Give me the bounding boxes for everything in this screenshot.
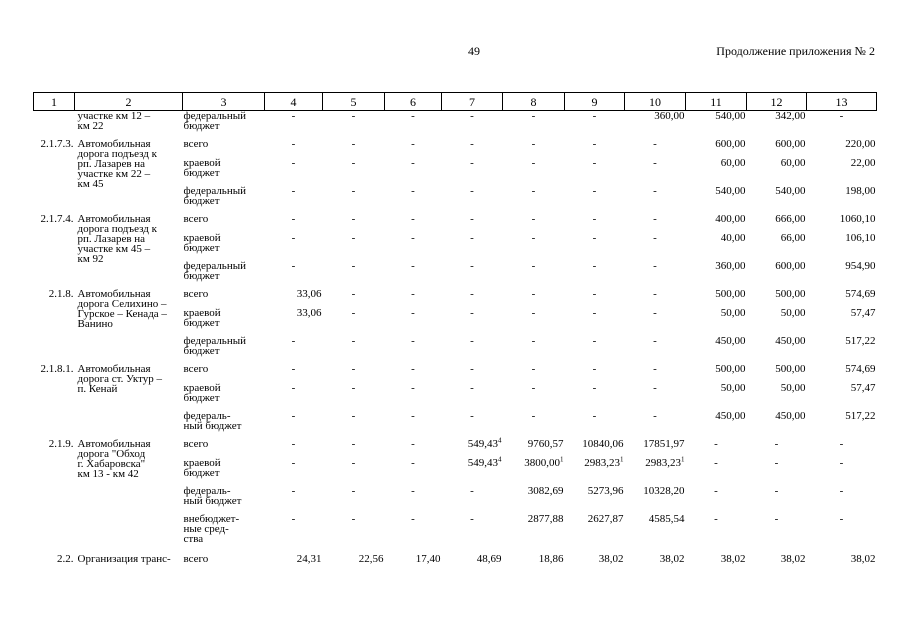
value-cell: 38,02 [850, 553, 876, 565]
table-row [34, 554, 877, 573]
funding-source: внебюджет- ные сред- ства [183, 513, 240, 545]
value-cell: - [653, 307, 657, 319]
value-cell: - [411, 513, 415, 525]
value-cell: - [291, 185, 296, 197]
value-cell: - [291, 232, 296, 244]
table-row [34, 336, 877, 364]
value-cell: - [592, 110, 597, 122]
funding-source: краевой бюджет [183, 232, 221, 254]
value-cell: 400,00 [715, 213, 746, 225]
value-cell: - [470, 288, 474, 300]
row-code: 2.1.7.4. [40, 213, 74, 225]
row-code [34, 336, 75, 364]
value-cell: 38,02 [720, 553, 746, 565]
value-cell: - [653, 410, 657, 422]
value-cell: - [351, 410, 356, 422]
value-cell: 450,00 [775, 410, 806, 422]
value-cell: 33,06 [296, 288, 322, 300]
value-cell: - [411, 410, 415, 422]
value-cell: - [470, 410, 474, 422]
value-cell: - [531, 410, 536, 422]
value-cell: - [839, 513, 844, 525]
value-cell: - [653, 213, 657, 225]
value-cell: 38,02 [659, 553, 685, 565]
value-cell: - [531, 335, 536, 347]
value-cell: 24,31 [296, 553, 322, 565]
value-cell: 10840,06 [582, 438, 624, 450]
value-cell: 40,00 [720, 232, 746, 244]
row-code [34, 111, 75, 140]
value-cell: - [470, 307, 474, 319]
value-cell: 517,22 [845, 410, 876, 422]
value-cell: - [470, 157, 474, 169]
row-name: Организация транс- [77, 553, 171, 565]
row-code [34, 411, 75, 439]
value-cell: 954,90 [845, 260, 876, 272]
value-cell: 540,00 [775, 185, 806, 197]
value-cell: - [592, 260, 597, 272]
value-cell: - [714, 438, 718, 450]
value-cell: - [351, 157, 356, 169]
value-cell: - [351, 307, 356, 319]
value-cell: - [291, 213, 296, 225]
value-cell: 17,40 [415, 553, 441, 565]
value-cell: 60,00 [720, 157, 746, 169]
value-cell: 38,02 [780, 553, 806, 565]
row-code [34, 308, 75, 336]
value-cell: 22,00 [850, 157, 876, 169]
column-header: 6 [385, 93, 442, 111]
value-cell: 17851,97 [643, 438, 685, 450]
value-cell: 9760,57 [527, 438, 564, 450]
value-cell: 1060,10 [839, 213, 876, 225]
value-cell: - [531, 363, 536, 375]
value-cell: - [531, 260, 536, 272]
column-header: 8 [503, 93, 565, 111]
value-cell: - [774, 457, 779, 469]
row-code [34, 233, 75, 261]
funding-source: краевой бюджет [183, 382, 221, 404]
funding-source: всего [183, 213, 209, 225]
value-cell: - [653, 288, 657, 300]
value-cell: - [411, 157, 415, 169]
value-cell: 50,00 [720, 382, 746, 394]
value-cell: - [291, 438, 296, 450]
row-name: Автомобильная дорога Селихино – Гурское – Кенада – Ванино [77, 288, 167, 330]
value-cell: - [351, 110, 356, 122]
table-row [34, 486, 877, 514]
value-cell: - [470, 382, 474, 394]
row-name [75, 514, 183, 554]
value-cell: - [774, 485, 779, 497]
funding-source: краевой бюджет [183, 457, 221, 479]
value-cell: - [592, 410, 597, 422]
value-cell: - [592, 232, 597, 244]
value-cell: - [592, 382, 597, 394]
value-cell: - [653, 138, 657, 150]
value-cell: 50,00 [780, 307, 806, 319]
value-cell: 600,00 [775, 138, 806, 150]
row-code: 2.1.9. [48, 438, 74, 450]
table-row [34, 214, 877, 233]
value-cell: - [774, 438, 779, 450]
value-cell: - [351, 335, 356, 347]
value-cell: - [291, 410, 296, 422]
value-cell: 3082,69 [527, 485, 564, 497]
value-cell: - [411, 485, 415, 497]
value-cell: - [411, 185, 415, 197]
value-cell: 3800,00$^1$ [524, 455, 564, 469]
value-cell: 2983,23$^1$ [584, 455, 624, 469]
value-cell: - [714, 457, 718, 469]
column-header: 12 [747, 93, 807, 111]
row-code: 2.1.7.3. [40, 138, 74, 150]
value-cell: - [291, 335, 296, 347]
row-name [75, 458, 183, 486]
funding-source: федеральный бюджет [183, 335, 246, 357]
value-cell: - [351, 288, 356, 300]
column-header: 9 [565, 93, 625, 111]
value-cell: 57,47 [850, 382, 876, 394]
value-cell: - [531, 185, 536, 197]
column-header: 2 [75, 93, 183, 111]
table-row [34, 308, 877, 336]
table-row [34, 383, 877, 411]
continuation-label: Продолжение приложения № 2 [716, 44, 875, 58]
value-cell: - [470, 213, 474, 225]
value-cell: - [470, 232, 474, 244]
value-cell: - [531, 110, 536, 122]
table-row [34, 233, 877, 261]
value-cell: - [592, 363, 597, 375]
value-cell: - [592, 138, 597, 150]
page-number: 49 [468, 44, 480, 58]
value-cell: - [653, 185, 657, 197]
value-cell: - [351, 438, 356, 450]
value-cell: 450,00 [715, 335, 746, 347]
funding-source: всего [183, 438, 209, 450]
value-cell: - [470, 138, 474, 150]
value-cell: - [411, 232, 415, 244]
table-row [34, 158, 877, 186]
value-cell: 540,00 [715, 185, 746, 197]
row-name: Автомобильная дорога ст. Уктур – п. Кенай [77, 363, 163, 395]
funding-source: федеральный бюджет [183, 110, 246, 132]
funding-source: федеральный бюджет [183, 260, 246, 282]
funding-source: краевой бюджет [183, 157, 221, 179]
value-cell: - [291, 485, 296, 497]
value-cell: - [531, 232, 536, 244]
column-header: 3 [183, 93, 265, 111]
value-cell: 38,02 [598, 553, 624, 565]
column-header: 5 [323, 93, 385, 111]
value-cell: - [470, 363, 474, 375]
row-name: участке км 12 – км 22 [77, 110, 151, 132]
value-cell: - [531, 157, 536, 169]
value-cell: - [291, 457, 296, 469]
value-cell: 106,10 [845, 232, 876, 244]
value-cell: 500,00 [775, 363, 806, 375]
row-code [34, 158, 75, 186]
row-name: Автомобильная дорога "Обход г. Хабаровска" км 13 - км 42 [77, 438, 151, 480]
value-cell: - [470, 185, 474, 197]
value-cell: 600,00 [715, 138, 746, 150]
header-row [34, 93, 877, 111]
value-cell: - [714, 513, 718, 525]
value-cell: - [411, 382, 415, 394]
value-cell: - [653, 232, 657, 244]
value-cell: - [653, 260, 657, 272]
value-cell: 517,22 [845, 335, 876, 347]
value-cell: - [531, 307, 536, 319]
row-name [75, 233, 183, 261]
value-cell: - [411, 335, 415, 347]
value-cell: 66,00 [780, 232, 806, 244]
row-code [34, 383, 75, 411]
row-name [75, 336, 183, 364]
funding-source: федеральный бюджет [183, 185, 246, 207]
value-cell: - [592, 307, 597, 319]
value-cell: - [592, 185, 597, 197]
value-cell: 574,69 [845, 288, 876, 300]
value-cell: - [411, 260, 415, 272]
value-cell: - [291, 110, 296, 122]
row-code: 2.2. [57, 553, 74, 565]
funding-source: всего [183, 553, 209, 565]
row-code: 2.1.8.1. [40, 363, 74, 375]
value-cell: - [531, 382, 536, 394]
value-cell: - [411, 138, 415, 150]
funding-source: всего [183, 363, 209, 375]
value-cell: 666,00 [775, 213, 806, 225]
table-row [34, 186, 877, 214]
row-code [34, 186, 75, 214]
value-cell: 50,00 [780, 382, 806, 394]
funding-source: краевой бюджет [183, 307, 221, 329]
value-cell: 22,56 [358, 553, 384, 565]
value-cell: 360,00 [654, 110, 685, 122]
value-cell: 600,00 [775, 260, 806, 272]
value-cell: 10328,20 [643, 485, 685, 497]
value-cell: 50,00 [720, 307, 746, 319]
value-cell: - [411, 363, 415, 375]
row-code [34, 458, 75, 486]
value-cell: 450,00 [775, 335, 806, 347]
row-code [34, 486, 75, 514]
value-cell: 5273,96 [587, 485, 624, 497]
value-cell: - [839, 485, 844, 497]
value-cell: - [653, 363, 657, 375]
value-cell: - [653, 157, 657, 169]
value-cell: - [291, 382, 296, 394]
table-row [34, 261, 877, 289]
value-cell: - [351, 213, 356, 225]
value-cell: - [531, 213, 536, 225]
value-cell: - [291, 138, 296, 150]
table-row [34, 289, 877, 308]
value-cell: - [351, 457, 356, 469]
value-cell: - [411, 288, 415, 300]
value-cell: - [470, 110, 474, 122]
value-cell: - [470, 260, 474, 272]
value-cell: - [411, 213, 415, 225]
value-cell: - [351, 138, 356, 150]
value-cell: - [714, 485, 718, 497]
value-cell: - [592, 335, 597, 347]
value-cell: - [839, 110, 844, 122]
row-name: Автомобильная дорога подъезд к рп. Лазарев на участке км 22 – км 45 [77, 138, 157, 190]
value-cell: 549,43$^4$ [467, 455, 502, 469]
value-cell: 60,00 [780, 157, 806, 169]
value-cell: 450,00 [715, 410, 746, 422]
value-cell: 500,00 [775, 288, 806, 300]
value-cell: - [291, 363, 296, 375]
value-cell: - [653, 382, 657, 394]
row-code [34, 261, 75, 289]
table-row [34, 111, 877, 140]
table-row [34, 139, 877, 158]
row-name: Автомобильная дорога подъезд к рп. Лазарев на участке км 45 – км 92 [77, 213, 157, 265]
value-cell: 342,00 [775, 110, 806, 122]
row-name [75, 158, 183, 186]
value-cell: 549,43$^4$ [467, 436, 502, 450]
value-cell: - [291, 157, 296, 169]
value-cell: 574,69 [845, 363, 876, 375]
column-header: 11 [686, 93, 747, 111]
table-row [34, 514, 877, 554]
table-row [34, 458, 877, 486]
value-cell: 2877,88 [527, 513, 564, 525]
value-cell: - [351, 513, 356, 525]
value-cell: 2983,23$^1$ [645, 455, 685, 469]
value-cell: 198,00 [845, 185, 876, 197]
row-name [75, 261, 183, 289]
value-cell: - [839, 438, 844, 450]
value-cell: - [351, 382, 356, 394]
column-header: 10 [625, 93, 686, 111]
funding-source: федераль- ный бюджет [183, 485, 242, 507]
value-cell: - [411, 457, 415, 469]
value-cell: - [592, 157, 597, 169]
value-cell: - [351, 260, 356, 272]
table-row [34, 439, 877, 458]
value-cell: - [411, 438, 415, 450]
value-cell: - [351, 232, 356, 244]
value-cell: 500,00 [715, 288, 746, 300]
value-cell: - [653, 335, 657, 347]
value-cell: 500,00 [715, 363, 746, 375]
value-cell: 33,06 [296, 307, 322, 319]
value-cell: - [351, 485, 356, 497]
row-code: 2.1.8. [48, 288, 74, 300]
row-name [75, 383, 183, 411]
value-cell: - [592, 288, 597, 300]
value-cell: - [531, 138, 536, 150]
value-cell: - [774, 513, 779, 525]
column-header: 7 [442, 93, 503, 111]
table-row [34, 411, 877, 439]
funding-source: всего [183, 288, 209, 300]
row-code [34, 514, 75, 554]
value-cell: - [470, 335, 474, 347]
value-cell: 540,00 [715, 110, 746, 122]
column-header: 4 [265, 93, 323, 111]
value-cell: 48,69 [476, 553, 502, 565]
funding-source: федераль- ный бюджет [183, 410, 242, 432]
value-cell: - [470, 485, 474, 497]
row-name [75, 411, 183, 439]
column-header: 13 [807, 93, 877, 111]
value-cell: 2627,87 [587, 513, 624, 525]
value-cell: - [351, 363, 356, 375]
value-cell: 220,00 [845, 138, 876, 150]
value-cell: 4585,54 [648, 513, 685, 525]
value-cell: - [351, 185, 356, 197]
value-cell: - [411, 307, 415, 319]
column-header: 1 [34, 93, 75, 111]
row-name [75, 308, 183, 336]
value-cell: 360,00 [715, 260, 746, 272]
value-cell: 18,86 [538, 553, 564, 565]
budget-table [33, 92, 877, 573]
value-cell: - [470, 513, 474, 525]
value-cell: - [592, 213, 597, 225]
value-cell: - [291, 260, 296, 272]
value-cell: - [411, 110, 415, 122]
table-body [34, 111, 877, 574]
row-name [75, 486, 183, 514]
table-row [34, 364, 877, 383]
value-cell: 57,47 [850, 307, 876, 319]
funding-source: всего [183, 138, 209, 150]
value-cell: - [531, 288, 536, 300]
value-cell: - [839, 457, 844, 469]
row-name [75, 186, 183, 214]
value-cell: - [291, 513, 296, 525]
